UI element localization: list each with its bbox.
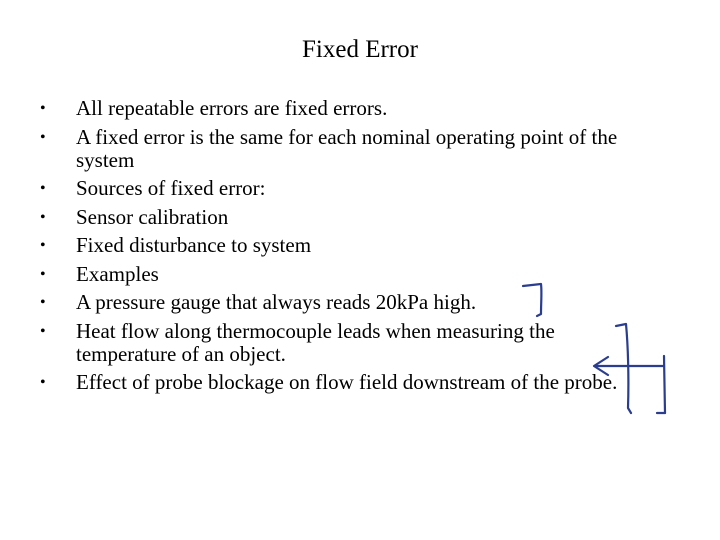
bullet-text: Fixed disturbance to system (76, 233, 312, 257)
bullet-mark: • (40, 128, 46, 146)
bullet-list (40, 97, 640, 400)
slide-title: Fixed Error (302, 36, 418, 63)
bullet-item (40, 263, 640, 286)
bullet-item (40, 371, 640, 394)
bullet-item (40, 291, 640, 314)
bullet-mark: • (40, 180, 46, 197)
bullet-mark: • (40, 100, 46, 117)
bullet-text: All repeatable errors are fixed errors. (76, 96, 388, 120)
bullet-item (40, 234, 640, 257)
bullet-text: Effect of probe blockage on flow field downstream of the probe. (76, 370, 618, 394)
bullet-item (40, 206, 640, 229)
bullet-mark: • (40, 374, 46, 391)
bullet-item (40, 126, 640, 172)
bullet-mark: • (40, 294, 46, 311)
bullet-item (40, 177, 640, 200)
bullet-text: Sources of fixed error: (76, 176, 266, 200)
bullet-item (40, 320, 640, 366)
bullet-mark: • (40, 265, 46, 283)
probe-sketch-mark (664, 356, 665, 413)
bullet-mark: • (40, 322, 46, 340)
bullet-text: A fixed error is the same for each nominal operating point of the system (76, 124, 618, 172)
bullet-mark: • (40, 208, 46, 226)
bullet-mark: • (40, 237, 46, 254)
bullet-text: A pressure gauge that always reads 20kPa high. (76, 290, 477, 314)
bullet-text: Heat flow along thermocouple leads when measuring the temperature of an object. (76, 318, 555, 366)
bullet-text: Sensor calibration (76, 204, 229, 229)
bullet-text: Examples (76, 261, 159, 286)
bullet-item (40, 97, 640, 120)
